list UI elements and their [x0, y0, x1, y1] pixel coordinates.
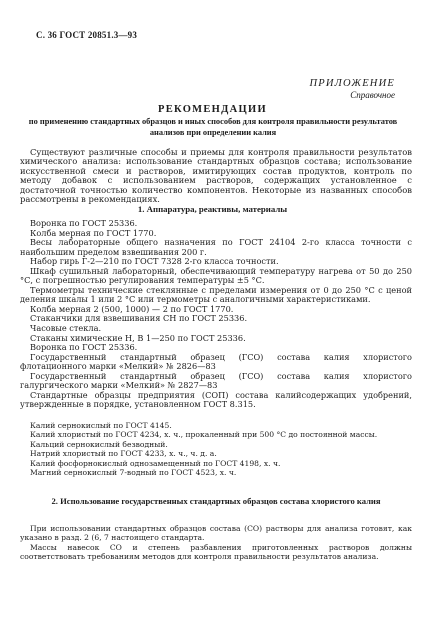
list-item: Воронка по ГОСТ 25336. — [30, 342, 138, 353]
list-item: Термометры технические стеклянные с пределами измерения от 0 до 250 °С с ценой деления шкалы 1 или 2 °С или термометры с аналогичными характеристиками. — [20, 284, 412, 305]
list-item: Государственный стандартный образец (ГСО) состава калия хлористого галургического марки «Мелкий» № 2827—83 — [20, 370, 412, 391]
list-item: Натрий хлористый по ГОСТ 4233, х. ч., ч. д. а. — [30, 449, 217, 459]
document-title: РЕКОМЕНДАЦИИ — [158, 104, 267, 115]
page-header: С. 36 ГОСТ 20851.3—93 — [36, 30, 138, 40]
list-item: Весы лабораторные общего назначения по ГОСТ 24104 2-го класса точности с наибольшим пределом взвешивания 200 г. — [20, 237, 412, 257]
paragraph: Массы навесок СО и степень разбавления приготовленных растворов должны соответствовать требованиям методов для контроля правильности результатов анализа. — [20, 542, 412, 561]
section-2-body — [20, 524, 412, 561]
list-item: Шкаф сушильный лабораторный, обеспечивающий температуру нагрева от 50 до 250 °С, с погрешностью регулирования температуры ±5 °С. — [20, 265, 412, 286]
equipment-list — [20, 219, 412, 410]
appendix-kind: Справочное — [350, 90, 395, 100]
list-item: Набор гирь Г-2—210 по ГОСТ 7328 2-го класса точности. — [30, 256, 279, 267]
list-item: Стаканы химические Н, В 1—250 по ГОСТ 25336. — [30, 332, 246, 343]
appendix-label — [310, 78, 396, 100]
list-item: Кальций сернокислый безводный. — [30, 439, 168, 449]
list-item: Государственный стандартный образец (ГСО) состава калия хлористого флотационного марки «Мелкий» № 2826—83 — [20, 351, 412, 372]
appendix-title: ПРИЛОЖЕНИЕ — [309, 78, 395, 89]
list-item: Воронка по ГОСТ 25336. — [30, 218, 138, 228]
list-item: Колба мерная 2 (500, 1000) — 2 по ГОСТ 1770. — [30, 303, 234, 314]
list-item: Стаканчики для взвешивания СН по ГОСТ 25336. — [30, 313, 248, 324]
list-item: Магний сернокислый 7-водный по ГОСТ 4523, х. ч. — [30, 468, 237, 478]
list-item: Колба мерная по ГОСТ 1770. — [30, 227, 157, 238]
document-subtitle: по применению стандартных образцов и иных способов для контроля правильности результатов анализов при определении калия — [28, 117, 398, 137]
list-item: Калий сернокислый по ГОСТ 4145. — [30, 421, 172, 430]
list-item: Часовые стекла. — [30, 323, 102, 334]
section-2-heading: 2. Использование государственных стандартных образцов состава хлористого калия — [51, 496, 381, 506]
intro-text: Существуют различные способы и приемы для контроля правильности результатов химического анализа: использование стандартных образцов состава; использование искусственной смеси и растворов, имитирующих состав продуктов, контроль по методу добавок с использованием растворов, содержащих установленное с достаточной точностью количество компонентов. Некоторые из названных способов рассмотрены в рекомендациях. — [20, 147, 412, 205]
list-item: Калий фосфорнокислый однозамещенный по ГОСТ 4198, х. ч. — [30, 458, 281, 468]
list-item: Стандартные образцы предприятия (СОП) состава калийсодержащих удобрений, утвержденные в порядке, установленном ГОСТ 8.315. — [20, 389, 412, 410]
list-item: Калий хлористый по ГОСТ 4234, х. ч., прокаленный при 500 °С до постоянной массы. — [30, 430, 378, 440]
intro-paragraph — [20, 148, 412, 204]
paragraph: При использовании стандартных образцов состава (СО) растворы для анализа готовят, как указано в разд. 2 (6, 7 настоящего стандарта. — [20, 524, 412, 543]
reagents-list — [20, 421, 412, 477]
section-1-heading: 1. Аппаратура, реактивы, материалы — [137, 204, 288, 214]
